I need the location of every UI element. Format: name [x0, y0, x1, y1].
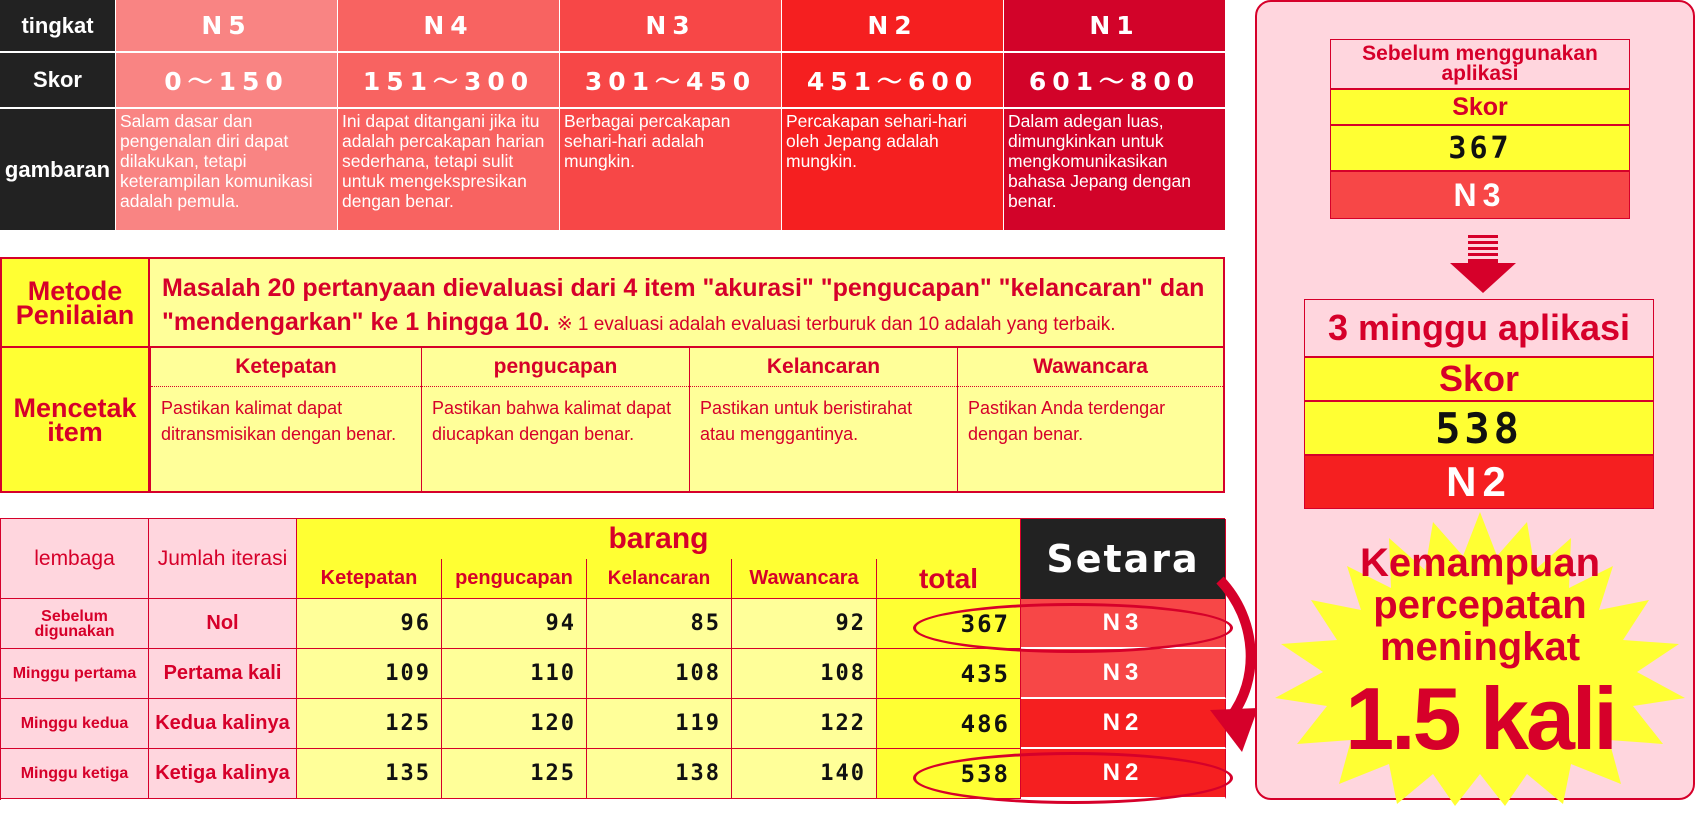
before-level: N3: [1330, 171, 1630, 219]
item-desc: Pastikan untuk beristirahat atau menggantinya.: [700, 398, 913, 444]
level-n1: N1: [1003, 0, 1225, 53]
description-row: [0, 109, 1225, 232]
row-total: 486: [877, 699, 1021, 749]
item-desc: Pastikan Anda terdengar dengan benar.: [968, 398, 1166, 444]
row-equivalent: N3: [1021, 649, 1226, 699]
row-institution: Minggu ketiga: [1, 749, 149, 799]
desc-n5: Salam dasar dan pengenalan diri dapat dilakukan, tetapi keterampilan komunikasi adalah pemula.: [115, 109, 337, 232]
row-total: 435: [877, 649, 1021, 699]
item-pronunciation: [421, 348, 689, 491]
row-accuracy: 96: [297, 599, 442, 649]
row-pronunciation: 125: [442, 749, 587, 799]
after-title: 3 minggu aplikasi: [1304, 299, 1654, 357]
level-n3: N3: [559, 0, 781, 53]
row-total: 538: [877, 749, 1021, 799]
row-iteration: Nol: [149, 599, 297, 649]
before-score-label: Skor: [1330, 89, 1630, 125]
item-fluency: [689, 348, 957, 491]
header-interview: Wawancara: [732, 559, 877, 599]
row-total: 367: [877, 599, 1021, 649]
item-title: Kelancaran: [690, 348, 957, 387]
header-items: barang: [297, 519, 1021, 559]
score-n4: 151～300: [337, 53, 559, 109]
item-title: Wawancara: [958, 348, 1223, 387]
method-description-text: Masalah 20 pertanyaan dievaluasi dari 4 item "akurasi" "pengucapan" "kelancaran" dan "mendengarkan" ke 1 hingga 10.: [162, 274, 1205, 336]
header-institution: lembaga: [1, 519, 149, 599]
after-score: 538: [1304, 401, 1654, 455]
row-accuracy: 135: [297, 749, 442, 799]
row-institution: Minggu kedua: [1, 699, 149, 749]
item-title: Ketepatan: [151, 348, 421, 387]
score-row-label: Skor: [0, 53, 115, 109]
row-interview: 92: [732, 599, 877, 649]
item-desc: Pastikan bahwa kalimat dapat diucapkan dengan benar.: [432, 398, 672, 444]
score-row: [0, 53, 1225, 109]
burst-multiplier: 1.5 kali: [1345, 669, 1615, 768]
method-note: ※ 1 evaluasi adalah evaluasi terburuk dan 10 adalah yang terbaik.: [556, 314, 1116, 335]
burst-text: Kemampuan percepatan meningkat: [1359, 541, 1601, 669]
row-fluency: 85: [587, 599, 732, 649]
method-description: [162, 271, 1217, 342]
row-iteration: Ketiga kalinya: [149, 749, 297, 799]
header-iterations: Jumlah iterasi: [149, 519, 297, 599]
row-pronunciation: 94: [442, 599, 587, 649]
row-interview: 140: [732, 749, 877, 799]
results-table: [0, 518, 1225, 800]
header-pronunciation: pengucapan: [442, 559, 587, 599]
row-fluency: 119: [587, 699, 732, 749]
row-interview: 122: [732, 699, 877, 749]
level-n5: N5: [115, 0, 337, 53]
score-n3: 301～450: [559, 53, 781, 109]
item-interview: [957, 348, 1223, 491]
row-iteration: Kedua kalinya: [149, 699, 297, 749]
before-title: Sebelum menggunakan aplikasi: [1330, 39, 1630, 89]
header-total: total: [877, 559, 1021, 599]
desc-n1: Dalam adegan luas, dimungkinkan untuk mengkomunikasikan bahasa Jepang dengan benar.: [1003, 109, 1225, 232]
level-row: [0, 0, 1225, 53]
row-interview: 108: [732, 649, 877, 699]
header-accuracy: Ketepatan: [297, 559, 442, 599]
desc-n4: Ini dapat ditangani jika itu adalah percakapan harian sederhana, tetapi sulit untuk mengekspresikan dengan benar.: [337, 109, 559, 232]
score-n1: 601～800: [1003, 53, 1225, 109]
before-score: 367: [1330, 125, 1630, 171]
after-score-label: Skor: [1304, 357, 1654, 401]
score-n5: 0～150: [115, 53, 337, 109]
level-table: [0, 0, 1225, 232]
row-equivalent: N3: [1021, 599, 1226, 649]
item-desc: Pastikan kalimat dapat ditransmisikan dengan benar.: [161, 398, 397, 444]
row-accuracy: 109: [297, 649, 442, 699]
row-institution: Minggu pertama: [1, 649, 149, 699]
header-fluency: Kelancaran: [587, 559, 732, 599]
desc-n2: Percakapan sehari-hari oleh Jepang adalah mungkin.: [781, 109, 1003, 232]
description-row-label: gambaran: [0, 109, 115, 232]
score-n2: 451～600: [781, 53, 1003, 109]
level-n2: N2: [781, 0, 1003, 53]
method-label: Metode Penilaian: [2, 259, 150, 346]
down-arrow-icon: [1450, 235, 1516, 295]
level-row-label: tingkat: [0, 0, 115, 53]
desc-n3: Berbagai percakapan sehari-hari adalah mungkin.: [559, 109, 781, 232]
row-pronunciation: 110: [442, 649, 587, 699]
level-n4: N4: [337, 0, 559, 53]
evaluation-method-box: [0, 257, 1225, 493]
row-institution: Sebelum digunakan: [1, 599, 149, 649]
after-level: N2: [1304, 455, 1654, 509]
row-equivalent: N2: [1021, 749, 1226, 799]
row-fluency: 138: [587, 749, 732, 799]
row-fluency: 108: [587, 649, 732, 699]
header-equivalent: Setara: [1021, 519, 1226, 599]
row-accuracy: 125: [297, 699, 442, 749]
row-iteration: Pertama kali: [149, 649, 297, 699]
item-title: pengucapan: [422, 348, 689, 387]
item-accuracy: [150, 348, 421, 491]
items-label: Mencetak item: [2, 348, 150, 491]
row-equivalent: N2: [1021, 699, 1226, 749]
row-pronunciation: 120: [442, 699, 587, 749]
